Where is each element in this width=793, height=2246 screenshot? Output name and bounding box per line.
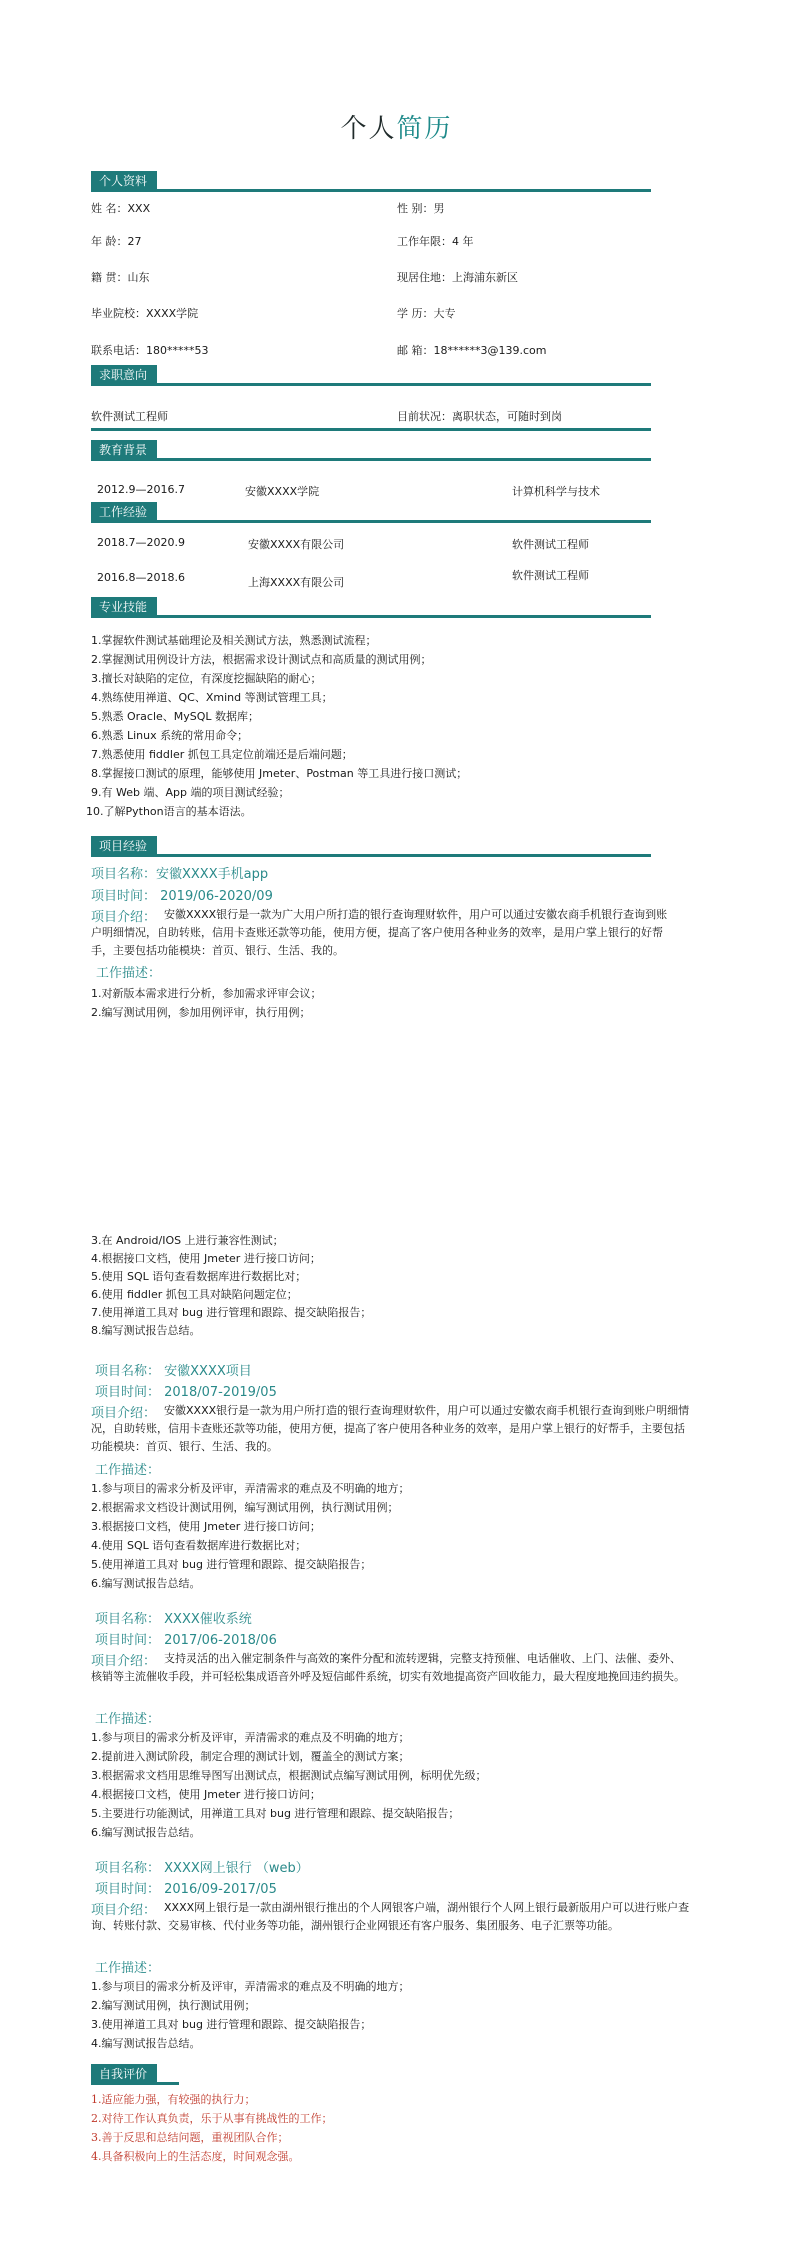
personal-school: 毕业院校：XXXX学院 [91, 307, 199, 320]
section-title: 个人资料 [91, 171, 157, 191]
section-title: 自我评价 [91, 2064, 157, 2084]
personal-location: 现居住地：上海浦东新区 [397, 271, 518, 284]
project-name: 项目名称： XXXX催收系统 [95, 1612, 252, 1627]
skill-item: 3.擅长对缺陷的定位，有深度挖掘缺陷的耐心； [91, 672, 322, 685]
task-item: 3.在 Android/IOS 上进行兼容性测试； [91, 1234, 284, 1247]
skill-item: 6.熟悉 Linux 系统的常用命令； [91, 729, 249, 742]
skill-item: 2.掌握测试用例设计方法，根据需求设计测试点和高质量的测试用例； [91, 653, 432, 666]
task-item: 5.使用 SQL 语句查看数据库进行数据比对； [91, 1270, 307, 1283]
skill-item: 5.熟悉 Oracle、MySQL 数据库； [91, 710, 260, 723]
task-item: 6.编写测试报告总结。 [91, 1577, 201, 1590]
project-name: 项目名称： XXXX网上银行 （web） [95, 1861, 309, 1876]
task-item: 1.参与项目的需求分析及评审，弄清需求的难点及不明确的地方； [91, 1731, 410, 1744]
work-period: 2018.7—2020.9 [97, 536, 185, 549]
personal-years: 工作年限：4 年 [397, 235, 474, 248]
work-company: 安徽XXXX有限公司 [248, 538, 345, 551]
task-item: 1.参与项目的需求分析及评审，弄清需求的难点及不明确的地方； [91, 1980, 410, 1993]
task-item: 4.使用 SQL 语句查看数据库进行数据比对； [91, 1539, 307, 1552]
self-eval-item: 2.对待工作认真负责，乐于从事有挑战性的工作； [91, 2112, 333, 2125]
project-intro-label: 项目介绍： [91, 910, 157, 925]
task-item: 8.编写测试报告总结。 [91, 1324, 201, 1337]
section-rule [91, 189, 651, 192]
work-role: 软件测试工程师 [512, 538, 589, 551]
section-rule [91, 615, 651, 618]
work-desc-label: 工作描述： [95, 1712, 161, 1727]
edu-school: 安徽XXXX学院 [245, 485, 320, 498]
skill-item: 4.熟练使用禅道、QC、Xmind 等测试管理工具； [91, 691, 333, 704]
project-name: 项目名称：安徽XXXX手机app [91, 867, 269, 882]
work-period: 2016.8—2018.6 [97, 571, 185, 584]
work-desc-label: 工作描述： [96, 966, 162, 981]
work-desc-label: 工作描述： [95, 1961, 161, 1976]
project-intro: XXXX网上银行是一款由湖州银行推出的个人网银客户端，湖州银行个人网上银行最新版用户可以进行账户查询、转账付款、交易审核、代付业务等功能，湖州银行企业网银还有客户服务、集团服务、电子汇票等功能。 [91, 1901, 690, 1932]
personal-name: 姓 名：XXX [91, 202, 151, 215]
project-intro-label: 项目介绍： [91, 1903, 157, 1918]
skill-item: 7.熟悉使用 fiddler 抓包工具定位前端还是后端问题； [91, 748, 353, 761]
section-rule [91, 458, 651, 461]
work-role: 软件测试工程师 [512, 569, 589, 582]
self-eval-item: 4.具备积极向上的生活态度，时间观念强。 [91, 2150, 300, 2163]
task-item: 7.使用禅道工具对 bug 进行管理和跟踪、提交缺陷报告； [91, 1306, 372, 1319]
section-title: 专业技能 [91, 597, 157, 617]
intent-status: 目前状况：离职状态，可随时到岗 [397, 410, 562, 423]
task-item: 3.根据需求文档用思维导图写出测试点，根据测试点编写测试用例，标明优先级； [91, 1769, 487, 1782]
personal-phone: 联系电话：180*****53 [91, 344, 209, 357]
section-rule [91, 2082, 179, 2085]
intent-job: 软件测试工程师 [91, 410, 168, 423]
edu-period: 2012.9—2016.7 [97, 483, 185, 496]
edu-major: 计算机科学与技术 [512, 485, 600, 498]
skill-item: 8.掌握接口测试的原理，能够使用 Jmeter、Postman 等工具进行接口测试； [91, 767, 468, 780]
project-intro: 安徽XXXX银行是一款为广大用户所打造的银行查询理财软件，用户可以通过安徽农商手机银行查询到账户明细情况，自助转账，信用卡查账还款等功能，使用方便，提高了客户使用各种业务的效率，是用户掌上银行的好帮手，主要包括功能模块：首页、银行、生活、我的。 [91, 908, 668, 957]
skill-item: 10.了解Python语言的基本语法。 [86, 805, 252, 818]
personal-native: 籍 贯：山东 [91, 271, 150, 284]
project-time: 项目时间： 2019/06-2020/09 [91, 889, 273, 904]
section-rule [91, 383, 651, 386]
skill-item: 1.掌握软件测试基础理论及相关测试方法，熟悉测试流程； [91, 634, 377, 647]
personal-degree: 学 历：大专 [397, 307, 456, 320]
page-title: 个人简历 [340, 114, 453, 144]
section-title: 教育背景 [91, 440, 157, 460]
task-item: 4.根据接口文档，使用 Jmeter 进行接口访问； [91, 1252, 321, 1265]
section-title: 项目经验 [91, 836, 157, 856]
task-item: 2.提前进入测试阶段，制定合理的测试计划，覆盖全的测试方案； [91, 1750, 410, 1763]
work-company: 上海XXXX有限公司 [248, 576, 345, 589]
section-title: 求职意向 [91, 365, 157, 385]
project-time: 项目时间： 2018/07-2019/05 [95, 1385, 277, 1400]
task-item: 4.根据接口文档，使用 Jmeter 进行接口访问； [91, 1788, 321, 1801]
self-eval-item: 1.适应能力强，有较强的执行力； [91, 2093, 256, 2106]
project-intro: 安徽XXXX银行是一款为用户所打造的银行查询理财软件，用户可以通过安徽农商手机银行查询到账户明细情况，自助转账，信用卡查账还款等功能，使用方便，提高了客户使用各种业务的效率，是用户掌上银行的好帮手，主要包括功能模块：首页、银行、生活、我的。 [91, 1404, 690, 1453]
task-item: 1.对新版本需求进行分析，参加需求评审会议； [91, 987, 322, 1000]
project-intro: 支持灵活的出入催定制条件与高效的案件分配和流转逻辑，完整支持预催、电话催收、上门、法催、委外、核销等主流催收手段，并可轻松集成语音外呼及短信邮件系统，切实有效地提高资产回收能力，最大程度地挽回违约损失。 [91, 1652, 685, 1683]
self-eval-item: 3.善于反思和总结问题，重视团队合作； [91, 2131, 289, 2144]
project-time: 项目时间： 2016/09-2017/05 [95, 1882, 277, 1897]
work-desc-label: 工作描述： [95, 1463, 161, 1478]
skill-item: 9.有 Web 端、App 端的项目测试经验； [91, 786, 290, 799]
task-item: 3.根据接口文档，使用 Jmeter 进行接口访问； [91, 1520, 321, 1533]
task-item: 2.编写测试用例，参加用例评审，执行用例； [91, 1006, 311, 1019]
task-item: 3.使用禅道工具对 bug 进行管理和跟踪、提交缺陷报告； [91, 2018, 372, 2031]
section-title: 工作经验 [91, 502, 157, 522]
project-time: 项目时间： 2017/06-2018/06 [95, 1633, 277, 1648]
task-item: 4.编写测试报告总结。 [91, 2037, 201, 2050]
section-rule [91, 854, 651, 857]
project-intro-label: 项目介绍： [91, 1406, 157, 1421]
divider [91, 428, 651, 431]
project-name: 项目名称： 安徽XXXX项目 [95, 1364, 252, 1379]
task-item: 1.参与项目的需求分析及评审，弄清需求的难点及不明确的地方； [91, 1482, 410, 1495]
task-item: 5.使用禅道工具对 bug 进行管理和跟踪、提交缺陷报告； [91, 1558, 372, 1571]
personal-email: 邮 箱：18******3@139.com [397, 344, 547, 357]
personal-gender: 性 别：男 [397, 202, 445, 215]
task-item: 2.根据需求文档设计测试用例，编写测试用例，执行测试用例； [91, 1501, 399, 1514]
task-item: 5.主要进行功能测试，用禅道工具对 bug 进行管理和跟踪、提交缺陷报告； [91, 1807, 460, 1820]
section-rule [91, 520, 651, 523]
personal-age: 年 龄：27 [91, 235, 142, 248]
project-intro-label: 项目介绍： [91, 1654, 157, 1669]
task-item: 6.使用 fiddler 抓包工具对缺陷问题定位； [91, 1288, 298, 1301]
task-item: 6.编写测试报告总结。 [91, 1826, 201, 1839]
task-item: 2.编写测试用例，执行测试用例； [91, 1999, 256, 2012]
